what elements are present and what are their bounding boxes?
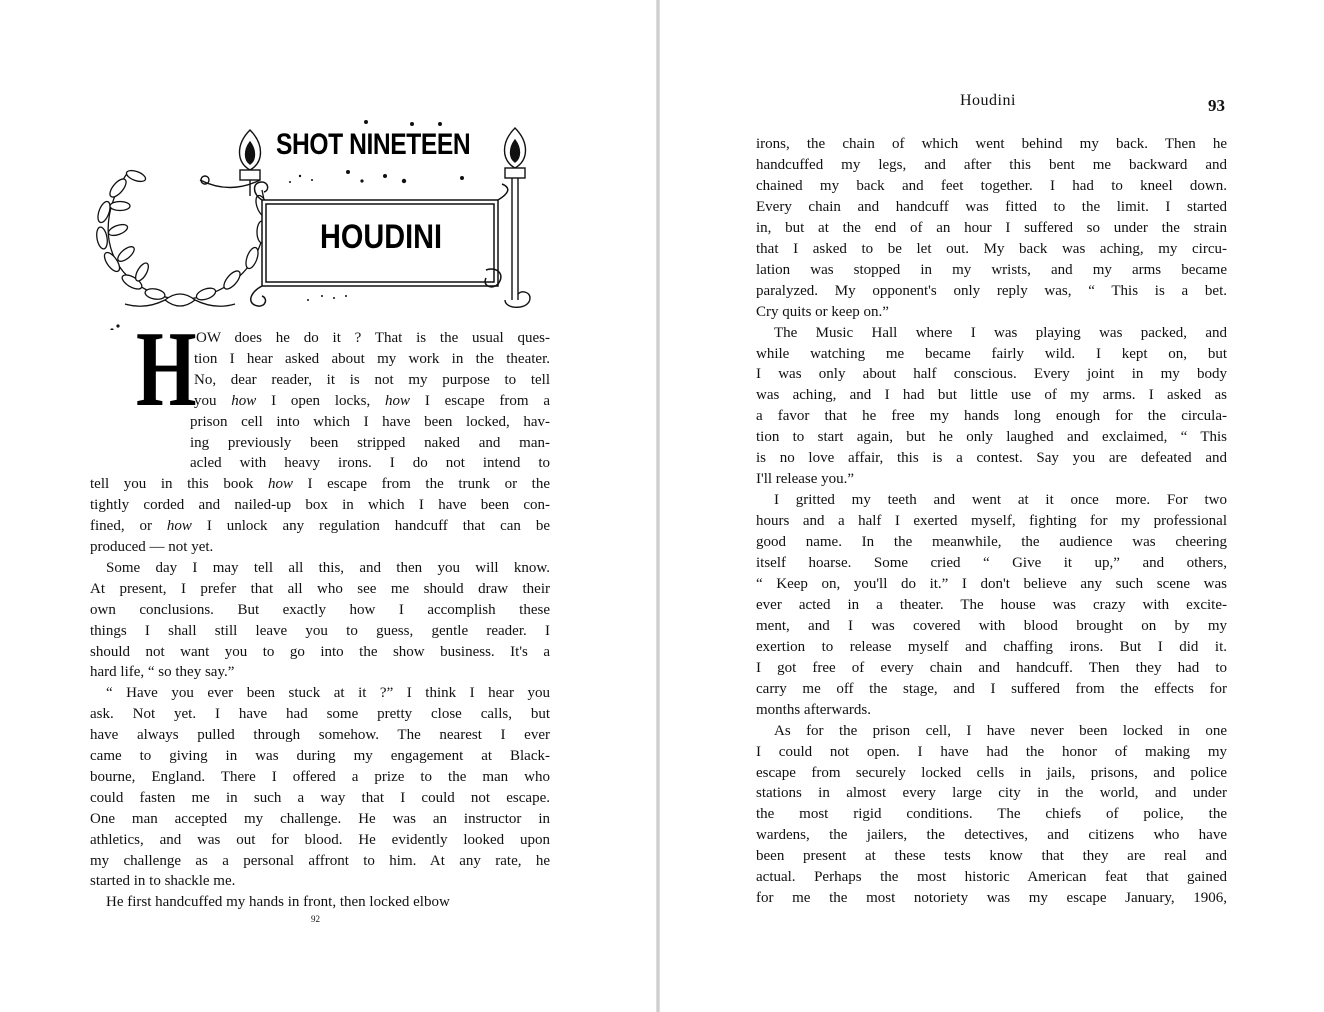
text-line: OW does he do it ? That is the usual ques-	[196, 330, 550, 346]
text-line: He first handcuffed my hands in front, then locked elbow	[106, 894, 450, 911]
running-head: Houdini	[960, 92, 1016, 109]
text-line: ask. Not yet. I have had some pretty close calls, but	[90, 706, 550, 723]
text-line: Cry quits or keep on.”	[756, 303, 889, 320]
text-line: tightly corded and nailed-up box in which I have been con-	[90, 497, 550, 514]
text-line: stations in almost every large city in the world, and under	[756, 785, 1227, 802]
text-line: prison cell into which I have been locked, hav-	[190, 413, 550, 430]
text-line: produced — not yet.	[90, 539, 214, 555]
text-line: been present at these tests know that they are real and	[756, 848, 1227, 865]
right-page	[660, 0, 1324, 1012]
text-line: The Music Hall where I was playing was packed, and	[774, 324, 1227, 341]
text-line: escape from securely locked cells in jails, prisons, and police	[756, 764, 1227, 781]
text-line: “ Have you ever been stuck at it ?” I think I hear you	[106, 685, 550, 702]
text-line: while watching me became fairly wild. I kept on, but	[756, 345, 1227, 362]
text-line: hard life, “ so they say.”	[90, 664, 235, 681]
text-line: the most rigid conditions. The chiefs of police, the	[756, 806, 1227, 823]
text-line: could fasten me in such a way that I could not escape.	[90, 789, 550, 806]
text-line: started in to shackle me.	[90, 873, 236, 890]
text-line: acled with heavy irons. I do not intend to	[190, 455, 550, 472]
text-line: for me the most notoriety was my escape January, 1906,	[756, 890, 1227, 907]
text-line: fined, or how I unlock any regulation handcuff that can be	[90, 518, 550, 535]
text-line: hours and a half I exerted myself, fighting for my professional	[756, 513, 1227, 530]
text-line: is no love affair, this is a contest. Say you are defeated and	[756, 450, 1227, 467]
text-line: I'll release you.”	[756, 471, 855, 488]
text-line: came to giving in was during my engagement at Black-	[90, 748, 550, 764]
text-line: should not want you to go into the show business. It's a	[90, 643, 550, 660]
text-line: At present, I prefer that all who see me should draw their	[90, 580, 550, 597]
text-line: One man accepted my challenge. He was an instructor in	[90, 810, 550, 827]
text-line: tion I hear asked about my work in the theater.	[194, 350, 550, 367]
laurel-wreath-icon	[95, 168, 270, 306]
text-line: things I shall still leave you to guess, gentle reader. I	[90, 622, 550, 639]
text-line: good name. In the meanwhile, the audience was cheering	[756, 534, 1227, 551]
text-line: Some day I may tell all this, and then you will know.	[106, 559, 550, 576]
chapter-title: HOUDINI	[319, 218, 443, 256]
text-line: No, dear reader, it is not my purpose to tell	[194, 371, 550, 388]
text-line: I gritted my teeth and went at it once more. For two	[774, 492, 1227, 509]
text-line: tell you in this book how I escape from the trunk or the	[90, 476, 550, 493]
text-line: I could not open. I have had the honor of making my	[756, 743, 1227, 760]
text-line: itself hoarse. Some cried “ Give it up,” and others,	[756, 555, 1227, 571]
text-line: have always pulled through somehow. The nearest I ever	[90, 727, 550, 744]
text-line: irons, the chain of which went behind my back. Then he	[756, 136, 1227, 152]
shot-label: SHOT NINETEEN	[276, 128, 471, 161]
text-line: that I asked to be let out. My back was aching, my circu-	[756, 240, 1227, 257]
text-line: “ Keep on, you'll do it.” I don't believe any such scene was	[756, 575, 1227, 592]
text-line: ing previously been stripped naked and man-	[190, 434, 550, 451]
text-line: I got free of every chain and handcuff. Then they had to	[756, 659, 1227, 676]
text-line: ever acted in a theater. The house was crazy with excite-	[756, 596, 1227, 613]
text-line: chained my back and feet together. I had to kneel down.	[756, 177, 1227, 194]
text-line: in, but at the end of an hour I suffered so under the strain	[756, 219, 1227, 236]
text-line: ment, and I was covered with blood brought on by my	[756, 617, 1227, 634]
torch-icon	[200, 130, 261, 196]
torch-icon	[505, 128, 531, 307]
text-line: months afterwards.	[756, 701, 871, 718]
text-line: tion to start again, but he only laughed and exclaimed, “ This	[756, 429, 1227, 446]
chapter-header-ornament	[0, 0, 656, 330]
text-line: wardens, the jailers, the detectives, and citizens who have	[756, 827, 1227, 844]
text-line: I was only about half conscious. Every joint in my body	[756, 366, 1227, 383]
page-number: 92	[311, 914, 320, 924]
text-line: Every chain and handcuff was fitted to the limit. I started	[756, 198, 1227, 215]
text-line: As for the prison cell, I have never been locked in one	[774, 722, 1227, 739]
text-line: paralyzed. My opponent's only reply was, “ This is a bet.	[756, 282, 1227, 299]
text-line: exertion to release myself and chaffing irons. But I did it.	[756, 638, 1227, 655]
text-line: was aching, and I had but little use of my arms. I asked as	[756, 387, 1227, 404]
text-line: my challenge as a personal affront to him. At any rate, he	[90, 852, 550, 869]
text-line: you how I open locks, how I escape from a	[194, 392, 551, 409]
text-line: lation was stopped in my wrists, and my arms became	[756, 261, 1227, 278]
text-line: carry me off the stage, and I suffered from the effects for	[756, 680, 1227, 697]
text-line: athletics, and was out for blood. He evidently looked upon	[90, 831, 550, 848]
text-line: handcuffed my legs, and after this bent me backward and	[756, 156, 1227, 173]
drop-cap: H	[136, 310, 197, 429]
text-line: a favor that he free my hands long enough for the circula-	[756, 408, 1227, 425]
left-page	[0, 0, 656, 1012]
text-line: bourne, England. There I offered a prize to the man who	[90, 768, 550, 785]
text-line: own conclusions. But exactly how I accomplish these	[90, 601, 550, 618]
text-line: actual. Perhaps the most historic American feat that gained	[756, 869, 1227, 886]
page-number: 93	[1208, 96, 1225, 115]
